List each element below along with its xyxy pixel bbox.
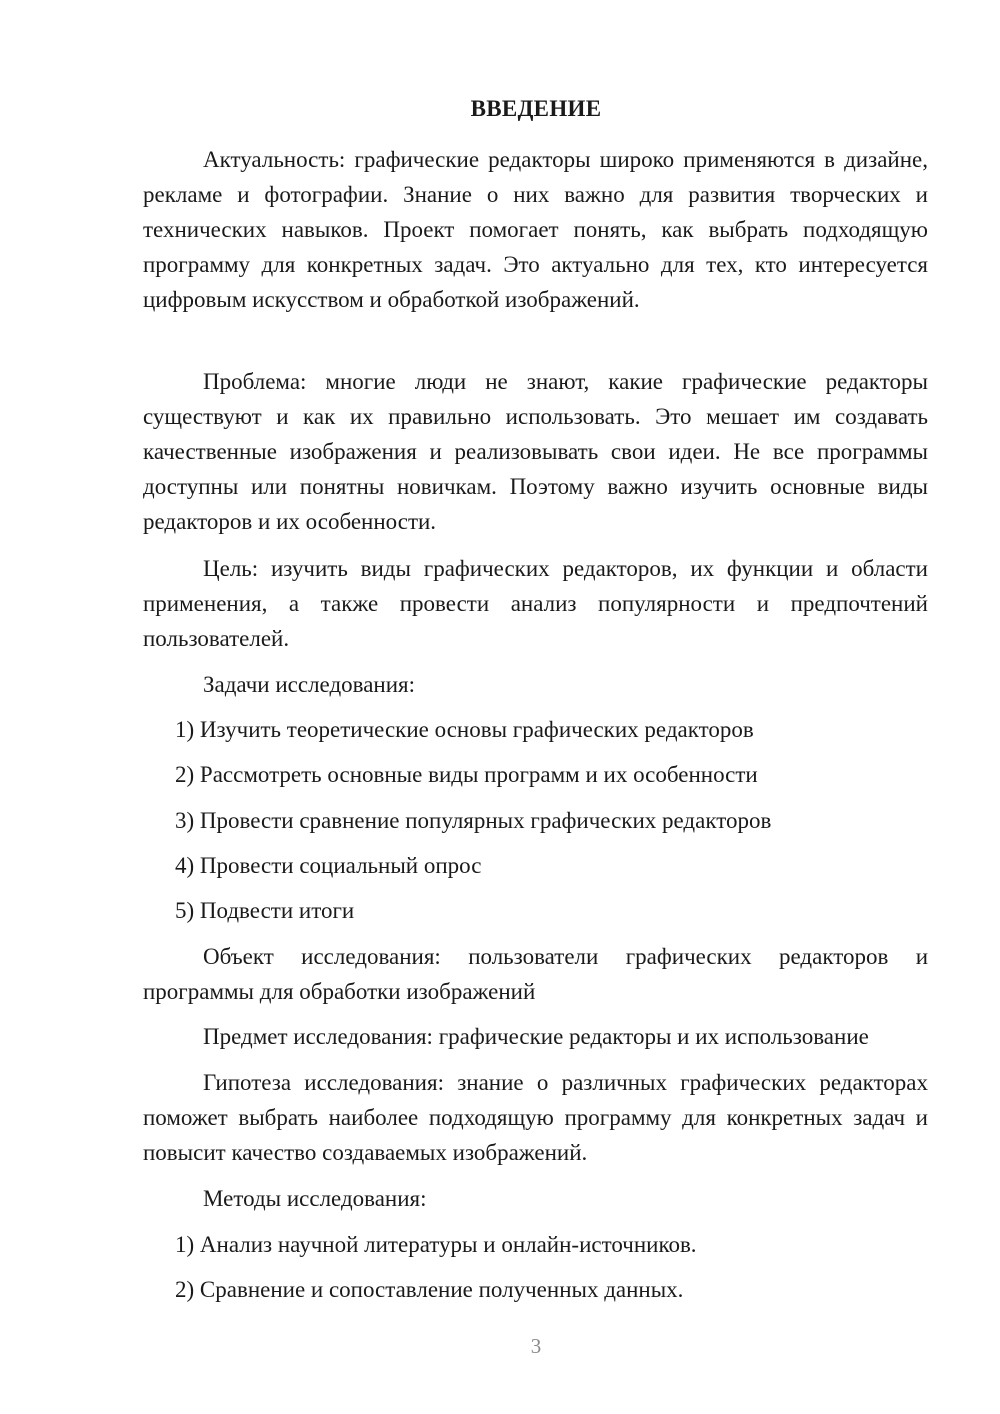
relevance-paragraph: Актуальность: графические редакторы широко применяются в дизайне, рекламе и фотографии. Знание о них важно для развития творческих и технических навыков. Проект помогает понять, как выбрать подходящую программу для конкретных задач. Это актуально для тех, кто интересуется цифровым искусством и обработкой изображений. <box>143 147 928 312</box>
task-item-1: 1) Изучить теоретические основы графических редакторов <box>175 717 754 742</box>
task-item-2: 2) Рассмотреть основные виды программ и их особенности <box>175 762 758 787</box>
problem-paragraph: Проблема: многие люди не знают, какие графические редакторы существуют и как их правильно использовать. Это мешает им создавать качественные изображения и реализовывать свои идеи. Не все программы доступны или понятны новичкам. Поэтому важно изучить основные виды редакторов и их особенности. <box>143 369 928 534</box>
hypothesis-paragraph: Гипотеза исследования: знание о различных графических редакторах поможет выбрать наиболее подходящую программу для конкретных задач и повысит качество создаваемых изображений. <box>143 1070 928 1165</box>
method-item-1: 1) Анализ научной литературы и онлайн-источников. <box>175 1232 697 1257</box>
task-item-3: 3) Провести сравнение популярных графических редакторов <box>175 808 772 833</box>
object-paragraph: Объект исследования: пользователи графических редакторов и программы для обработки изображений <box>143 944 928 1004</box>
goal-paragraph: Цель: изучить виды графических редакторов, их функции и области применения, а также провести анализ популярности и предпочтений пользователей. <box>143 556 928 651</box>
method-item-2: 2) Сравнение и сопоставление полученных данных. <box>175 1277 684 1302</box>
page-number: 3 <box>530 1334 542 1358</box>
task-item-5: 5) Подвести итоги <box>175 898 355 923</box>
page-title: ВВЕДЕНИЕ <box>470 96 602 121</box>
tasks-heading: Задачи исследования: <box>203 672 416 697</box>
subject-line: Предмет исследования: графические редакторы и их использование <box>203 1024 869 1049</box>
task-item-4: 4) Провести социальный опрос <box>175 853 482 878</box>
methods-heading: Методы исследования: <box>203 1186 427 1211</box>
